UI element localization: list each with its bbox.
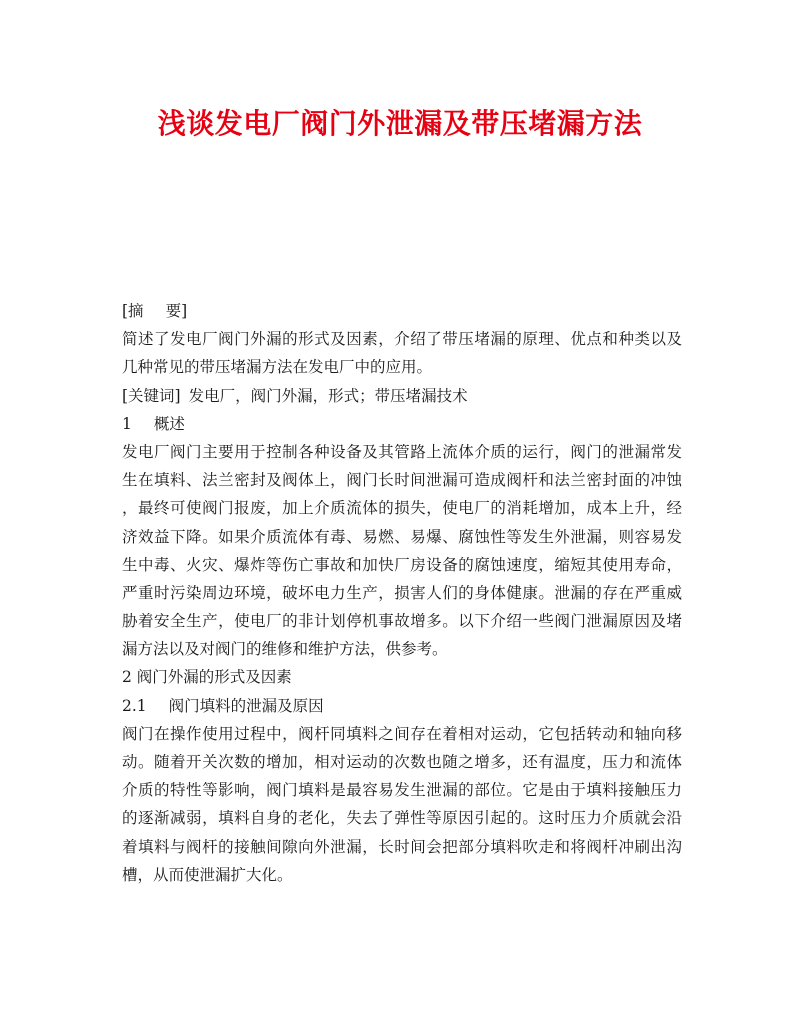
keywords-label: [关键词] (122, 386, 181, 405)
section-1-number: 1 (122, 414, 132, 433)
paragraph-line: 着填料与阀杆的接触间隙向外泄漏，长时间会把部分填料吹走和将阀杆冲刷出沟 (122, 837, 682, 856)
paragraph-line: 发电厂阀门主要用于控制各种设备及其管路上流体介质的运行，阀门的泄漏常发 (122, 442, 682, 461)
paragraph-line: 生在填料、法兰密封及阀体上，阀门长时间泄漏可造成阀杆和法兰密封面的冲蚀 (122, 471, 682, 490)
document-body (122, 297, 682, 889)
paragraph-line: 济效益下降。如果介质流体有毒、易燃、易爆、腐蚀性等发生外泄漏，则容易发 (122, 527, 682, 546)
section-2-1-heading (122, 692, 682, 720)
document-title: 浅谈发电厂阀门外泄漏及带压堵漏方法 (157, 107, 643, 140)
paragraph-line: 动。随着开关次数的增加，相对运动的次数也随之增多，还有温度，压力和流体 (122, 753, 682, 771)
paragraph-line: 严重时污染周边环境，破坏电力生产，损害人们的身体健康。泄漏的存在严重威 (122, 583, 682, 602)
section-1-title: 概述 (153, 414, 185, 433)
abstract-heading (122, 297, 682, 325)
abstract-heading-open: [摘 (122, 302, 144, 320)
paragraph-line: 漏方法以及对阀门的维修和维护方法，供参考。 (122, 640, 448, 659)
paragraph-line: ，最终可使阀门报废，加上介质流体的损失，使电厂的消耗增加，成本上升，经 (122, 499, 682, 518)
paragraph-line: 生中毒、火灾、爆炸等伤亡事故和加快厂房设备的腐蚀速度，缩短其使用寿命， (122, 555, 682, 574)
abstract-heading-close: 要] (165, 302, 188, 320)
section-1-heading (122, 410, 682, 438)
section-2-1-title: 阀门填料的泄漏及原因 (168, 696, 324, 715)
paragraph-line: 的逐渐减弱，填料自身的老化，失去了弹性等原因引起的。这时压力介质就会沿 (122, 809, 682, 828)
section-2-1-number: 2.1 (122, 696, 147, 715)
paragraph-line: 介质的特性等影响，阀门填料是最容易发生泄漏的部位。它是由于填料接触压力 (122, 781, 682, 800)
paragraph-line: 阀门在操作使用过程中，阀杆同填料之间存在着相对运动，它包括转动和轴向移 (122, 724, 682, 743)
keywords-text: 发电厂，阀门外漏，形式；带压堵漏技术 (188, 386, 468, 405)
abstract-line: 几种常见的带压堵漏方法在发电厂中的应用。 (122, 358, 433, 377)
keywords-line (122, 382, 682, 410)
paragraph-line: 槽，从而使泄漏扩大化。 (122, 865, 293, 884)
section-2-heading: 2 阀门外漏的形式及因素 (122, 668, 292, 687)
paragraph-line: 胁着安全生产，使电厂的非计划停机事故增多。以下介绍一些阀门泄漏原因及堵 (122, 612, 682, 631)
abstract-line: 简述了发电厂阀门外漏的形式及因素，介绍了带压堵漏的原理、优点和种类以及 (122, 330, 682, 349)
